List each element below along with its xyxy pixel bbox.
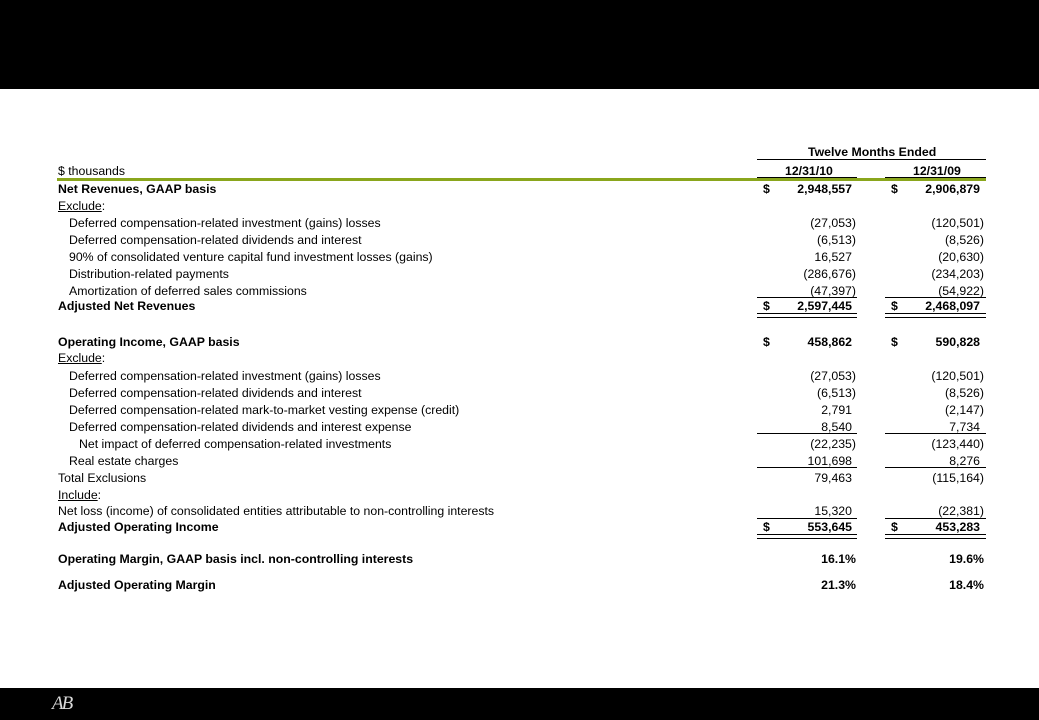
- row-label: Adjusted Net Revenues: [58, 299, 196, 313]
- value-2010: (22,235): [810, 437, 856, 451]
- value-2010: 2,597,445: [797, 299, 852, 313]
- subtotal-rule: [885, 467, 986, 468]
- subtotal-rule: [885, 297, 986, 298]
- value-2010: 16,527: [814, 250, 852, 264]
- period-title: Twelve Months Ended: [808, 145, 937, 159]
- exclude-heading: [58, 199, 105, 213]
- value-2009: (123,440): [931, 437, 984, 451]
- row-label: Deferred compensation-related dividends and interest expense: [69, 420, 412, 434]
- value-2010: 2,948,557: [797, 182, 852, 196]
- top-banner: [0, 0, 1039, 89]
- value-2009: (120,501): [931, 216, 984, 230]
- subtotal-rule: [757, 297, 857, 298]
- row-label: Deferred compensation-related investment (gains) losses: [69, 216, 381, 230]
- row-label: Net impact of deferred compensation-related investments: [79, 437, 392, 451]
- row-label: Deferred compensation-related mark-to-market vesting expense (credit): [69, 403, 460, 417]
- row-label: Deferred compensation-related investment (gains) losses: [69, 369, 381, 383]
- exclude-colon: :: [101, 351, 106, 365]
- value-2009: 590,828: [935, 335, 980, 349]
- value-2010: 16.1%: [821, 552, 856, 566]
- value-2009: 453,283: [935, 520, 980, 534]
- value-2010: 2,791: [821, 403, 852, 417]
- exclude-colon: :: [101, 199, 106, 213]
- company-logo: AB: [52, 693, 72, 714]
- subtotal-rule: [757, 518, 857, 519]
- currency-symbol: $: [891, 335, 898, 349]
- column-header-2010: 12/31/10: [785, 164, 833, 178]
- bottom-banner: [0, 688, 1039, 720]
- header-rule: [757, 159, 986, 160]
- value-2010: (47,397): [810, 284, 856, 298]
- currency-symbol: $: [891, 182, 898, 196]
- value-2009: 7,734: [949, 420, 980, 434]
- value-2010: (6,513): [817, 233, 856, 247]
- value-2009: 2,906,879: [925, 182, 980, 196]
- value-2009: 2,468,097: [925, 299, 980, 313]
- exclude-heading: [58, 351, 105, 365]
- accent-rule: [57, 178, 986, 181]
- value-2010: 458,862: [807, 335, 852, 349]
- row-label: Operating Income, GAAP basis: [58, 335, 240, 349]
- row-label: Amortization of deferred sales commissions: [69, 284, 307, 298]
- currency-symbol: $: [891, 299, 898, 313]
- total-double-rule: [885, 534, 986, 539]
- total-double-rule: [757, 313, 857, 318]
- value-2010: (27,053): [810, 216, 856, 230]
- subtotal-rule: [757, 433, 857, 434]
- subtotal-rule: [885, 518, 986, 519]
- row-label: Real estate charges: [69, 454, 179, 468]
- value-2009: (234,203): [931, 267, 984, 281]
- value-2010: 21.3%: [821, 578, 856, 592]
- value-2009: 19.6%: [949, 552, 984, 566]
- value-2010: 553,645: [807, 520, 852, 534]
- total-double-rule: [757, 534, 857, 539]
- subtotal-rule: [885, 433, 986, 434]
- value-2009: (120,501): [931, 369, 984, 383]
- value-2010: (286,676): [803, 267, 856, 281]
- exclude-label: Exclude: [58, 351, 102, 365]
- value-2009: (8,526): [945, 386, 984, 400]
- include-heading: [58, 488, 101, 502]
- value-2010: 79,463: [814, 471, 852, 485]
- total-double-rule: [885, 313, 986, 318]
- units-label: $ thousands: [58, 164, 126, 178]
- row-label: Total Exclusions: [58, 471, 147, 485]
- value-2009: 8,276: [949, 454, 980, 468]
- value-2010: 15,320: [814, 504, 852, 518]
- column-header-2009: 12/31/09: [913, 164, 961, 178]
- row-label: 90% of consolidated venture capital fund investment losses (gains): [69, 250, 433, 264]
- value-2009: (2,147): [945, 403, 984, 417]
- row-label: Net Revenues, GAAP basis: [58, 182, 217, 196]
- row-label: Deferred compensation-related dividends and interest: [69, 233, 362, 247]
- row-label: Distribution-related payments: [69, 267, 229, 281]
- exclude-label: Exclude: [58, 199, 102, 213]
- include-label: Include: [58, 488, 98, 502]
- row-label: Adjusted Operating Income: [58, 520, 219, 534]
- row-label: Operating Margin, GAAP basis incl. non-controlling interests: [58, 552, 414, 566]
- value-2010: (27,053): [810, 369, 856, 383]
- value-2009: (8,526): [945, 233, 984, 247]
- value-2009: (22,381): [938, 504, 984, 518]
- row-label: Adjusted Operating Margin: [58, 578, 216, 592]
- value-2009: (54,922): [938, 284, 984, 298]
- currency-symbol: $: [763, 520, 770, 534]
- row-label: Deferred compensation-related dividends and interest: [69, 386, 362, 400]
- value-2009: (115,164): [932, 471, 984, 485]
- row-label: Net loss (income) of consolidated entities attributable to non-controlling interests: [58, 504, 495, 518]
- currency-symbol: $: [763, 299, 770, 313]
- include-colon: :: [97, 488, 102, 502]
- value-2009: 18.4%: [949, 578, 984, 592]
- value-2009: (20,630): [938, 250, 984, 264]
- value-2010: 8,540: [821, 420, 852, 434]
- currency-symbol: $: [891, 520, 898, 534]
- currency-symbol: $: [763, 182, 770, 196]
- value-2010: (6,513): [817, 386, 856, 400]
- currency-symbol: $: [763, 335, 770, 349]
- subtotal-rule: [757, 467, 857, 468]
- value-2010: 101,698: [807, 454, 852, 468]
